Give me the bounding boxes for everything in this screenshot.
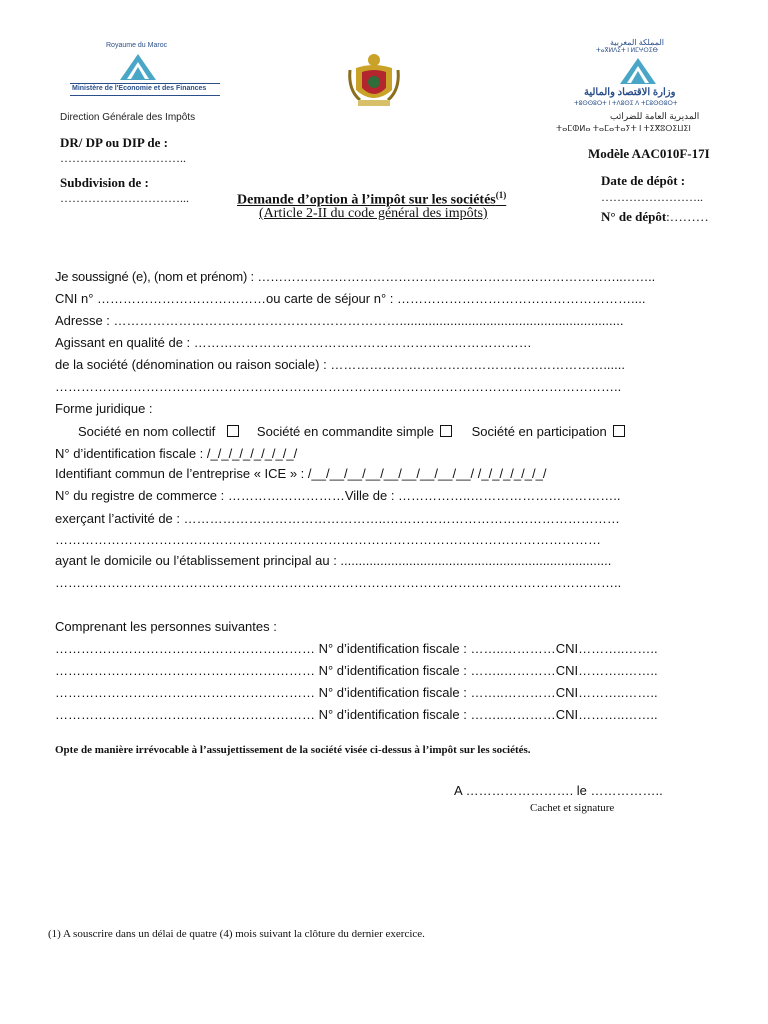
ice-line: Identifiant commun de l’entreprise « ICE » : /__/__/__/__/__/__/__/__/__/ /_/_/_/_/_/_/ (55, 466, 547, 481)
a-le-line: A ……………………. le …………….. (454, 783, 663, 798)
tifinagh-line: ⵜⴰⴳⵍⴷⵉⵜ ⵏ ⵍⵎⵖⵔⵉⴱ (596, 48, 658, 54)
option-commandite-simple-label: Société en commandite simple (256, 424, 434, 439)
depot-number (601, 209, 709, 225)
tifinagh-line-3: ⵜⴰⵎⵀⵍⴰ ⵜⴰⵎⴰⵜⴰⵢⵜ ⵏ ⵜⵉⴳⵓⵔⵉⵡⵉⵏ (556, 124, 691, 133)
option-participation-label: Société en participation (471, 424, 607, 439)
opte-statement: Opte de manière irrévocable à l’assujettissement de la société visée ci-dessus à l’impôt sur les sociétés. (55, 744, 531, 756)
dr-dots: ………………………….. (60, 151, 186, 165)
logo-rule (70, 83, 220, 84)
arabic-top: المملكة المغربية (610, 38, 664, 47)
date-dots: …………………….. (601, 190, 703, 204)
form-subtitle: (Article 2-II du code général des impôts) (259, 206, 488, 221)
subdivision-label: Subdivision de : (60, 175, 149, 190)
form-title-text: Demande d’option à l’impôt sur les sociétés (237, 192, 496, 208)
person-row: …………………………………………………… N° d’identification fiscale : ……..…………CNI………..…….. (55, 685, 658, 700)
dots-line-1: ………………………………………………………………………………………………………………….. (55, 379, 622, 394)
forme-options (78, 424, 625, 439)
direction-label: Direction Générale des Impôts (60, 112, 196, 123)
societe-line: de la société (dénomination ou raison sociale) : ………………………………………………………...... (55, 357, 625, 372)
forme-juridique-label: Forme juridique : (55, 401, 153, 416)
dr-label: DR/ DP ou DIP de : (60, 135, 168, 150)
depot-number-label: N° de dépôt (601, 209, 667, 224)
tifinagh-line-2: ⵜⵓⵙⵙⵓⵔⵜ ⵏ ⵜⴷⵓⵙⵉ ⴷ ⵜⵎⵓⵙⵙⵓⵔⵜ (574, 101, 678, 107)
model-code: Modèle AAC010F-17I (588, 146, 710, 161)
dots-line-2: ……………………………………………………………………………………………………………… (55, 532, 601, 547)
right-logo (556, 38, 730, 138)
dgi-logo-icon (118, 52, 158, 82)
adresse-line: Adresse : ………………………………………………………….............................................................. (55, 313, 624, 328)
cni-line: CNI n° …………………………………ou carte de séjour n° : ……………………………………………….... (55, 291, 646, 306)
ministry-arabic: وزارة الاقتصاد والمالية (584, 87, 676, 98)
checkbox-participation[interactable] (613, 425, 625, 437)
domicile-line: ayant le domicile ou l’établissement principal au : ........................................................................... (55, 553, 612, 568)
agissant-line: Agissant en qualité de : …………………………………………………………………… (55, 335, 532, 350)
ministry-label: Ministère de l'Economie et des Finances (72, 85, 207, 92)
left-logo (60, 42, 230, 124)
activite-line: exerçant l’activité de : ………………………………………..……………………………………………… (55, 511, 620, 526)
id-fiscal-line: N° d’identification fiscale : /_/_/_/_/_/_/_/_/ (55, 446, 298, 461)
checkbox-commandite-simple[interactable] (440, 425, 452, 437)
registre-line: N° du registre de commerce : ………………………Ville de : ……………..…………………………….. (55, 488, 621, 503)
depot-number-dots: :……… (666, 209, 709, 224)
checkbox-nom-collectif[interactable] (227, 425, 239, 437)
option-participation[interactable] (472, 424, 625, 439)
kingdom-label: Royaume du Maroc (106, 42, 168, 49)
personnes-label: Comprenant les personnes suivantes : (55, 619, 277, 634)
subdivision-dots: …………………………... (60, 191, 189, 205)
soussigne-line: Je soussigné (e), (nom et prénom) : …………………………………………………………………………..…….. (55, 269, 655, 284)
form-title-note: (1) (495, 190, 507, 200)
person-row: …………………………………………………… N° d’identification fiscale : ……..…………CNI………..…….. (55, 707, 658, 722)
footnote: (1) A souscrire dans un délai de quatre (4) mois suivant la clôture du dernier exercice. (48, 928, 425, 940)
option-nom-collectif[interactable] (78, 424, 239, 439)
person-row: …………………………………………………… N° d’identification fiscale : ……..…………CNI………..…….. (55, 641, 658, 656)
option-commandite-simple[interactable] (257, 424, 452, 439)
dots-line-3: ………………………………………………………………………………………………………………….. (55, 575, 622, 590)
date-label: Date de dépôt : (601, 173, 686, 188)
cachet-signature: Cachet et signature (530, 802, 615, 814)
royal-coat-of-arms-icon (346, 50, 402, 110)
option-nom-collectif-label: Société en nom collectif (78, 424, 216, 439)
dgi-logo-icon (618, 56, 658, 86)
direction-arabic: المديرية العامة للضرائب (610, 111, 700, 121)
person-row: …………………………………………………… N° d’identification fiscale : ……..…………CNI………..…….. (55, 663, 658, 678)
logo-rule-2 (70, 95, 220, 96)
